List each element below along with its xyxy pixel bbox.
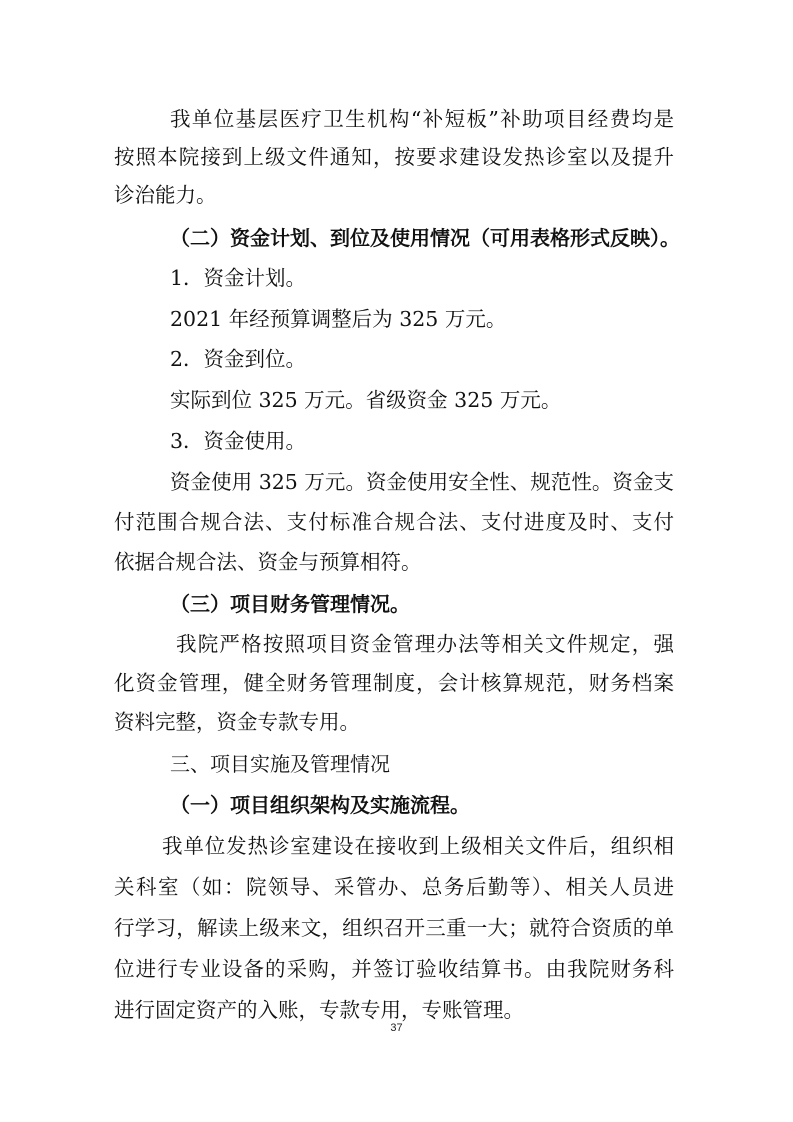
paragraph-line: 我单位发热诊室建设在接收到上级相关文件后，组织相 (162, 834, 674, 858)
paragraph-line: 资金使用 325 万元。资金使用安全性、规范性。资金支 (170, 470, 674, 494)
list-item-label: 1．资金计划。 (170, 266, 307, 290)
paragraph-line: 依据合规合法、资金与预算相符。 (114, 550, 422, 574)
paragraph-line: 关科室（如：院领导、采管办、总务后勤等）、相关人员进 (114, 875, 674, 899)
subsection-heading: （三）项目财务管理情况。 (170, 592, 410, 616)
paragraph-line: 2021 年经预算调整后为 325 万元。 (170, 307, 507, 331)
paragraph-line: 按照本院接到上级文件通知，按要求建设发热诊室以及提升 (114, 145, 674, 169)
subsection-heading: （二）资金计划、到位及使用情况（可用表格形式反映）。 (170, 226, 680, 250)
paragraph-line: 进行固定资产的入账，专款专用，专账管理。 (114, 998, 524, 1022)
paragraph-line: 位进行专业设备的采购，并签订验收结算书。由我院财务科 (114, 957, 674, 981)
list-item-label: 2．资金到位。 (170, 347, 307, 371)
paragraph-line: 实际到位 325 万元。省级资金 325 万元。 (170, 388, 562, 412)
section-heading: 三、项目实施及管理情况 (170, 752, 390, 776)
paragraph-line: 我院严格按照项目资金管理办法等相关文件规定，强 (176, 632, 674, 656)
paragraph-line: 化资金管理，健全财务管理制度，会计核算规范，财务档案 (114, 671, 674, 695)
page-number: 37 (390, 1022, 403, 1034)
paragraph-line: 行学习，解读上级来文，组织召开三重一大；就符合资质的单 (114, 916, 674, 940)
list-item-label: 3．资金使用。 (170, 429, 307, 453)
subsection-heading: （一）项目组织架构及实施流程。 (170, 793, 470, 817)
paragraph-line: 诊治能力。 (114, 183, 217, 207)
paragraph-line: 资料完整，资金专款专用。 (114, 710, 360, 734)
paragraph-line: 付范围合规合法、支付标准合规合法、支付进度及时、支付 (114, 510, 674, 534)
paragraph-line: 我单位基层医疗卫生机构“补短板”补助项目经费均是 (170, 107, 674, 131)
